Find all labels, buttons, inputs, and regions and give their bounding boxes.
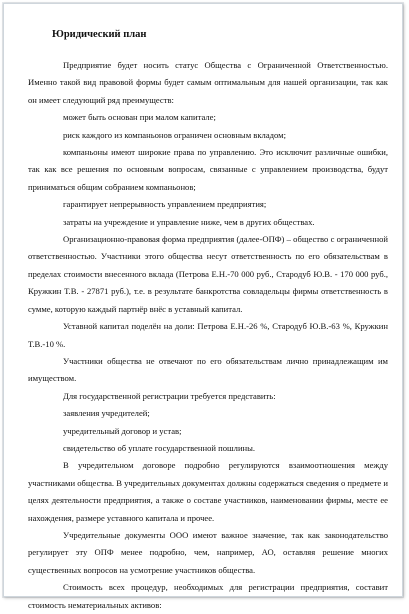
paragraph: Для государственной регистрации требуется представить: xyxy=(63,390,276,401)
document-body xyxy=(28,28,388,614)
list-item: учредительный договор и устав; xyxy=(63,425,182,436)
list-item: заявления учредителей; xyxy=(63,408,150,419)
list-item: компаньоны имеют широкие права по управлению. Это исключит различные ошибки, так как все решения по основным вопросам, связанные с управлением производства, будут приниматься общим собранием компаньонов; xyxy=(28,147,388,192)
paragraph: Участники общества не отвечают по его обязательствам лично принадлежащим им имуществом. xyxy=(28,355,388,384)
paragraph: Организационно-правовая форма предприятия (далее-ОПФ) – общество с ограниченной ответственностью. Участники этого общества несут ответственность по его обязательствам в пределах стоимости внесенного вклада (Петрова Е.Н.-70 000 руб., Стародуб Ю.В. - 170 000 руб., Кружкин Т.В. - 27871 руб.), т.е. в результате банкротства совладельцы фирмы ответственность в сумме, которую каждый партнёр внёс в уставный капитал. xyxy=(28,234,388,314)
list-item: гарантирует непрерывность управлением предприятия; xyxy=(63,199,267,210)
paragraph: Стоимость всех процедур, необходимых для регистрации предприятия, составит стоимость нематериальных активов: xyxy=(28,582,388,610)
list-item: может быть основан при малом капитале; xyxy=(63,112,216,123)
paragraph: Учредительные документы ООО имеют важное значение, так как законодательство регулирует эту ОПФ менее подробно, чем, например, АО, оставляя решение многих существенных вопросов на усмотрение участников общества. xyxy=(28,529,388,575)
paragraph: Предприятие будет носить статус Общества с Ограниченной Ответственностью. Именно такой вид правовой формы будет самым оптимальным для нашей организации, так как он имеет следующий ряд преимуществ: xyxy=(28,60,388,105)
list-item: свидетельство об уплате государственной пошлины. xyxy=(63,442,256,453)
page-title: Юридический план xyxy=(52,29,147,40)
list-item: затраты на учреждение и управление ниже, чем в других обществах. xyxy=(63,216,315,227)
document-page xyxy=(3,3,403,610)
list-item: риск каждого из компаньонов ограничен основным вкладом; xyxy=(63,129,286,140)
paragraph: Уставной капитал поделён на доли: Петрова Е.Н.-26 %, Стародуб Ю.В.-63 %, Кружкин Т.В.-10 %. xyxy=(28,321,388,349)
paragraph: В учредительном договоре подробно регулируются взаимоотношения между участниками общества. В учредительных документах должны содержаться сведения о предмете и целях деятельности предприятия, а также о составе участников, наименовании фирмы, месте ее нахождения, размере уставного капитала и прочее. xyxy=(28,460,388,523)
